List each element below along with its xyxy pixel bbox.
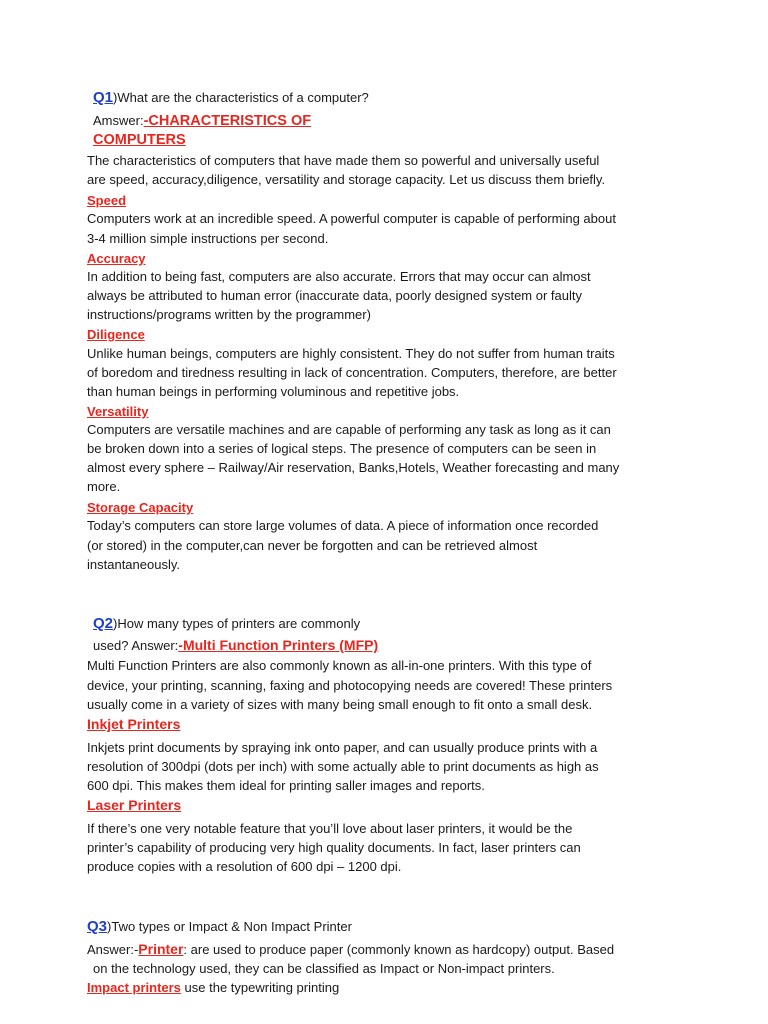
printer-label: Printer (138, 941, 184, 957)
inkjet-line-3: 600 dpi. This makes them ideal for printing saller images and reports. (87, 778, 485, 793)
section-title-accuracy: Accuracy (87, 251, 146, 266)
answer-3-prefix: Answer:- (87, 942, 139, 957)
versatility-line-3: almost every sphere – Railway/Air reservation, Banks,Hotels, Weather forecasting and many (87, 460, 620, 475)
diligence-line-1: Unlike human beings, computers are highly consistent. They do not suffer from human traits (87, 346, 615, 361)
section-title-diligence: Diligence (87, 327, 145, 342)
section-title-speed: Speed (87, 193, 127, 208)
laser-line-1: If there’s one very notable feature that you’ll love about laser printers, it would be the (87, 821, 573, 836)
diligence-line-3: than human beings in performing voluminous and repetitive jobs. (87, 384, 460, 399)
mfp-line-2: device, your printing, scanning, faxing and photocopying needs are covered! These printers (87, 678, 613, 693)
storage-line-1: Today’s computers can store large volumes of data. A piece of information once recorded (87, 518, 599, 533)
impact-printers-label: Impact printers (87, 980, 181, 995)
speed-line-2: 3-4 million simple instructions per second. (87, 231, 329, 246)
accuracy-line-3: instructions/programs written by the programmer) (87, 307, 371, 322)
answer-3-line (87, 941, 614, 957)
question-3-text: )Two types or Impact & Non Impact Printer (107, 919, 352, 934)
inkjet-line-1: Inkjets print documents by spraying ink onto paper, and can usually produce prints with a (87, 740, 598, 755)
laser-heading: Laser Printers (87, 797, 182, 813)
intro-line-1: The characteristics of computers that have made them so powerful and universally useful (87, 153, 600, 168)
impact-printers-line (87, 980, 339, 995)
question-3-line (87, 918, 352, 936)
versatility-line-1: Computers are versatile machines and are capable of performing any task as long as it can (87, 422, 611, 437)
answer-1-prefix: Amswer: (93, 113, 144, 128)
question-3-number: Q3 (87, 918, 108, 935)
inkjet-heading: Inkjet Printers (87, 716, 181, 732)
mfp-heading: -Multi Function Printers (MFP) (178, 637, 379, 653)
answer-3-line-2: on the technology used, they can be classified as Impact or Non-impact printers. (93, 961, 555, 976)
question-1-number: Q1 (93, 89, 114, 106)
mfp-line-1: Multi Function Printers are also commonly known as all-in-one printers. With this type of (87, 658, 592, 673)
answer-1-heading-line1: -CHARACTERISTICS OF (143, 113, 312, 129)
printer-text: : are used to produce paper (commonly known as hardcopy) output. Based (183, 942, 615, 957)
accuracy-line-1: In addition to being fast, computers are also accurate. Errors that may occur can almost (87, 269, 591, 284)
laser-line-2: printer’s capability of producing very high quality documents. In fact, laser printers can (87, 840, 581, 855)
question-2-line (93, 615, 360, 633)
section-title-storage-capacity: Storage Capacity (87, 500, 194, 515)
question-2-text-cont: used? Answer: (93, 638, 179, 653)
versatility-line-2: be broken down into a series of logical steps. The presence of computers can be seen in (87, 441, 597, 456)
question-2-number: Q2 (93, 615, 114, 632)
question-1-line (93, 89, 369, 107)
section-title-versatility: Versatility (87, 404, 149, 419)
storage-line-3: instantaneously. (87, 557, 180, 572)
inkjet-line-2: resolution of 300dpi (dots per inch) with some actually able to print documents as high as (87, 759, 599, 774)
impact-printers-text: use the typewriting printing (180, 980, 340, 995)
intro-line-2: are speed, accuracy,diligence, versatility and storage capacity. Let us discuss them briefly. (87, 172, 606, 187)
mfp-line-3: usually come in a variety of sizes with many being small enough to fit onto a small desk. (87, 697, 593, 712)
laser-line-3: produce copies with a resolution of 600 dpi – 1200 dpi. (87, 859, 402, 874)
question-2-text: )How many types of printers are commonly (113, 616, 361, 631)
accuracy-line-2: always be attributed to human error (inaccurate data, poorly designed system or faulty (87, 288, 582, 303)
question-2-line-2 (93, 637, 378, 655)
storage-line-2: (or stored) in the computer,can never be forgotten and can be retrieved almost (87, 538, 538, 553)
versatility-line-4: more. (87, 479, 121, 494)
diligence-line-2: of boredom and tiredness resulting in lack of concentration. Computers, therefore, are better (87, 365, 617, 380)
answer-1-heading-line2: COMPUTERS (93, 132, 186, 148)
answer-1-line (93, 112, 311, 130)
speed-line-1: Computers work at an incredible speed. A powerful computer is capable of performing about (87, 211, 616, 226)
question-1-text: )What are the characteristics of a computer? (113, 90, 369, 105)
